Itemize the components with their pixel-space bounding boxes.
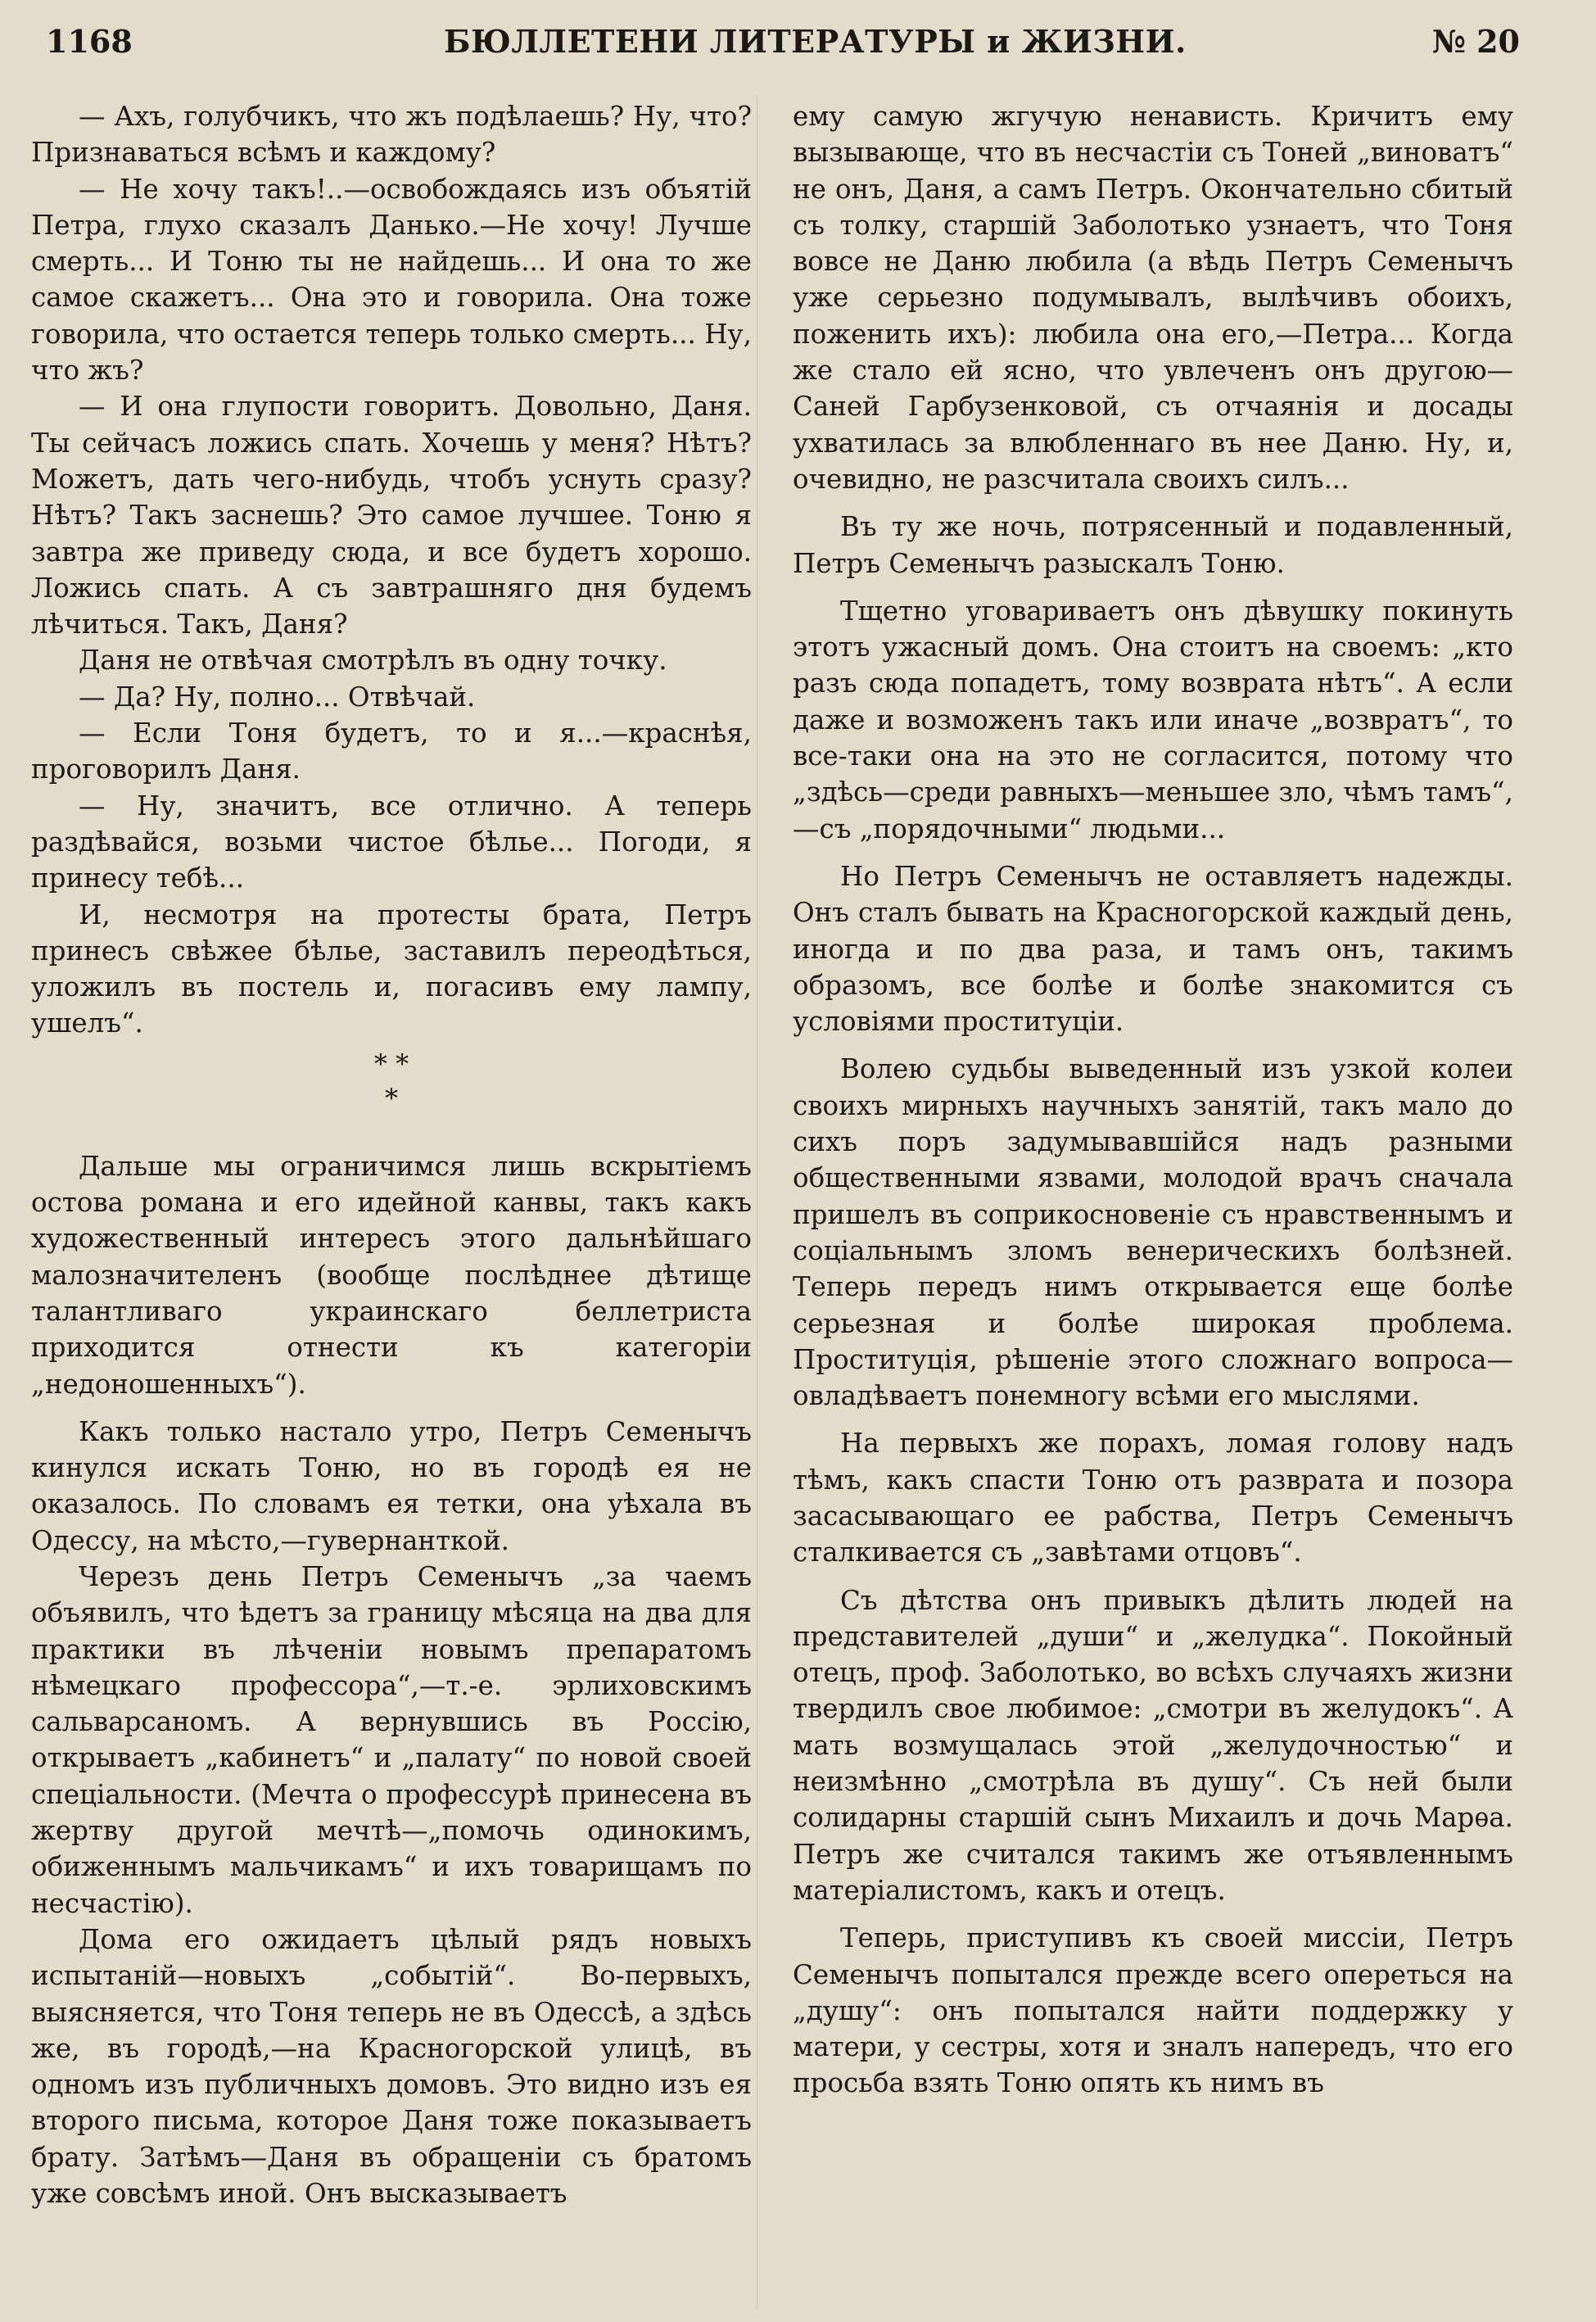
paragraph: Волею судьбы выведенный изъ узкой колеи своихъ мирныхъ научныхъ занятій, такъ мало до сихъ поръ задумывавшійся надъ разными общественными язвами, молодой врачъ сначала пришелъ въ соприкосновеніе съ нравственнымъ и соціальнымъ зломъ венерическихъ болѣзней. Теперь передъ нимъ открывается еще болѣе серьезная и болѣе широкая проблема. Проституція, рѣшеніе этого сложнаго вопроса—овладѣваетъ понемногу всѣми его мыслями. — [793, 1053, 1513, 1412]
right-column — [793, 98, 1513, 2102]
asterism-bottom: * — [385, 1082, 398, 1114]
paragraph: — Если Тоня будетъ, то и я...—краснѣя, проговорилъ Даня. — [31, 717, 752, 785]
paragraph: — И она глупости говоритъ. Довольно, Даня. Ты сейчасъ ложись спать. Хочешь у меня? Нѣтъ? Можетъ, дать чего-нибудь, чтобъ уснуть сразу? Нѣтъ? Такъ заснешь? Это самое лучшее. Тоню я завтра же приведу сюда, и все будетъ хорошо. Ложись спать. А съ завтрашняго дня будемъ лѣчиться. Такъ, Даня? — [31, 391, 752, 640]
paragraph: — Не хочу такъ!..—освобождаясь изъ объятій Петра, глухо сказалъ Данько.—Не хочу! Лучше смерть... И Тоню ты не найдешь... И она то же самое скажетъ... Она это и говорила. Она тоже говорила, что остается теперь только смерть... Ну, что жъ? — [31, 173, 752, 387]
issue-number: № 20 — [1431, 23, 1520, 60]
paragraph: Теперь, приступивъ къ своей миссіи, Петръ Семенычъ попытался прежде всего опереться на „душу“: онъ попытался найти поддержку у матери, у сестры, хотя и зналъ напередъ, что его просьба взять Тоню опять къ нимъ въ — [793, 1922, 1513, 2099]
page-number: 1168 — [46, 23, 133, 60]
paragraph: Черезъ день Петръ Семенычъ „за чаемъ объявилъ, что ѣдетъ за границу мѣсяца на два для практики въ лѣченіи новымъ препаратомъ нѣмецкаго профессора“,—т.-е. эрлиховскимъ сальварсаномъ. А вернувшись въ Россію, открываетъ „кабинетъ“ и „палату“ по новой своей спеціальности. (Мечта о профессурѣ принесена въ жертву другой мечтѣ—„помочь одинокимъ, обиженнымъ мальчикамъ“ и ихъ товарищамъ по несчастію). — [31, 1560, 752, 1919]
paragraph: — Ну, значитъ, все отлично. А теперь раздѣвайся, возьми чистое бѣлье... Погоди, я принесу тебѣ... — [31, 790, 752, 894]
paragraph: Съ дѣтства онъ привыкъ дѣлить людей на представителей „души“ и „желудка“. Покойный отецъ, проф. Заболотько, во всѣхъ случаяхъ жизни твердилъ свое любимое: „смотри въ желудокъ“. А мать возмущалась этой „желудочностью“ и неизмѣнно „смотрѣла въ душу“. Съ ней были солидарны старшій сынъ Михаилъ и дочь Марѳа. Петръ же считался такимъ же отъявленнымъ матеріалистомъ, какъ и отецъ. — [793, 1584, 1513, 1906]
paragraph: На первыхъ же порахъ, ломая голову надъ тѣмъ, какъ спасти Тоню отъ разврата и позора засасывающаго ее рабства, Петръ Семенычъ сталкивается съ „завѣтами отцовъ“. — [793, 1428, 1513, 1568]
paragraph: — Да? Ну, полно... Отвѣчай. — [79, 681, 476, 713]
paragraph: Въ ту же ночь, потрясенный и подавленный, Петръ Семенычъ разыскалъ Тоню. — [793, 511, 1513, 579]
paragraph: Дома его ожидаетъ цѣлый рядъ новыхъ испытаній—новыхъ „событій“. Во-первыхъ, выясняется, что Тоня теперь не въ Одессѣ, а здѣсь же, въ городѣ,—на Красногорской улицѣ, въ одномъ изъ публичныхъ домовъ. Это видно изъ ея второго письма, которое Даня тоже показываетъ брату. Затѣмъ—Даня въ обращеніи съ братомъ уже совсѣмъ иной. Онъ высказываетъ — [31, 1923, 752, 2210]
paragraph: — Ахъ, голубчикъ, что жъ подѣлаешь? Ну, что? Признаваться всѣмъ и каждому? — [31, 101, 752, 169]
paragraph: Дальше мы ограничимся лишь вскрытіемъ остова романа и его идейной канвы, такъ какъ художественный интересъ этого дальнѣйшаго малозначителенъ (вообще послѣднее дѣтище талантливаго украинскаго беллетриста приходится отнести къ категоріи „недоношенныхъ“). — [31, 1150, 752, 1400]
journal-title: БЮЛЛЕТЕНИ ЛИТЕРАТУРЫ и ЖИЗНИ. — [444, 23, 1187, 60]
paragraph: Даня не отвѣчая смотрѣлъ въ одну точку. — [79, 645, 667, 677]
paragraph-continued: ему самую жгучую ненависть. Кричитъ ему вызывающе, что въ несчастіи съ Тоней „виноватъ“ не онъ, Даня, а самъ Петръ. Окончательно сбитый съ толку, старшій Заболотько узнаетъ, что Тоня вовсе не Даню любила (а вѣдь Петръ Семенычъ уже серьезно подумывалъ, вылѣчивъ обоихъ, поженить ихъ): любила она его,—Петра... Когда же стало ей ясно, что увлеченъ онъ другою—Саней Гарбузенковой, съ отчаянія и досады ухватилась за влюбленнаго въ нее Даню. Ну, и, очевидно, не разсчитала своихъ силъ... — [793, 101, 1513, 495]
section-separator — [31, 1045, 752, 1127]
paragraph: Какъ только настало утро, Петръ Семенычъ кинулся искать Тоню, но въ городѣ ея не оказалось. По словамъ ея тетки, она уѣхала въ Одессу, на мѣсто,—гувернанткой. — [31, 1415, 752, 1556]
paragraph: И, несмотря на протесты брата, Петръ принесъ свѣжее бѣлье, заставилъ переодѣться, уложилъ въ постель и, погасивъ ему лампу, ушелъ“. — [31, 898, 752, 1039]
left-column — [31, 98, 752, 2211]
paragraph: Тщетно уговариваетъ онъ дѣвушку покинуть этотъ ужасный домъ. Она стоитъ на своемъ: „кто разъ сюда попадетъ, тому возврата нѣтъ“. А если даже и возможенъ такъ или иначе „возвратъ“, то все-таки она на это не согласится, потому что „здѣсь—среди равныхъ—меньшее зло, чѣмъ тамъ“,—съ „порядочными“ людьми... — [793, 595, 1513, 844]
paragraph: Но Петръ Семенычъ не оставляетъ надежды. Онъ сталъ бывать на Красногорской каждый день, иногда и по два раза, и тамъ онъ, такимъ образомъ, все болѣе и болѣе знакомится съ условіями проституціи. — [793, 860, 1513, 1038]
asterism-top: * * — [373, 1048, 409, 1080]
running-head — [46, 23, 1520, 72]
